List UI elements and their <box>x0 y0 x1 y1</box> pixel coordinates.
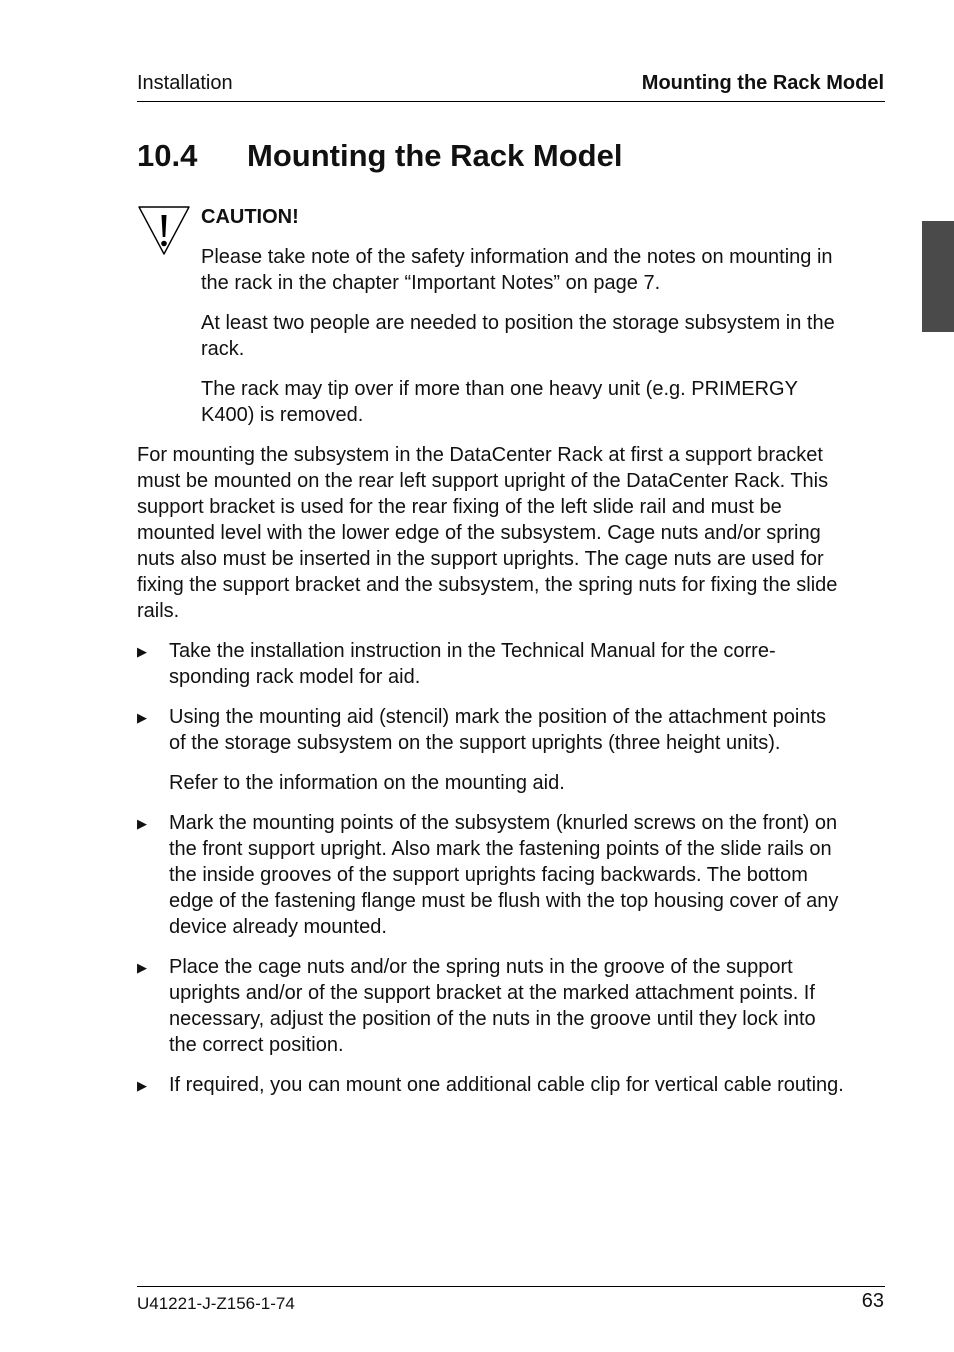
step-text <box>169 810 838 940</box>
section-heading <box>137 138 622 174</box>
caution-paragraph <box>201 310 835 362</box>
text-line: K400) is removed. <box>201 404 364 426</box>
text-line: support bracket is used for the rear fixing of the left slide rail and must be <box>137 496 782 518</box>
text-line: the rack in the chapter “Important Notes” on page 7. <box>201 272 661 294</box>
step-bullet-icon: ▶ <box>137 960 147 975</box>
text-line: nuts also must be inserted in the support uprights. The cage nuts are used for <box>137 548 824 570</box>
step-bullet-icon: ▶ <box>137 1078 147 1093</box>
text-line: fixing the support bracket and the subsystem, the spring nuts for fixing the slide <box>137 574 838 596</box>
section-title: Mounting the Rack Model <box>247 138 623 173</box>
text-line: rack. <box>201 338 245 360</box>
text-line: sponding rack model for aid. <box>169 666 421 688</box>
step-bullet-icon: ▶ <box>137 816 147 831</box>
step-text <box>169 954 816 1058</box>
text-line: uprights and/or of the support bracket at the marked attachment points. If <box>169 982 815 1004</box>
warning-triangle-icon <box>137 205 191 257</box>
text-line: device already mounted. <box>169 916 387 938</box>
text-line: the correct position. <box>169 1034 344 1056</box>
step-note <box>169 770 565 796</box>
chapter-thumb-tab <box>922 221 954 332</box>
caution-paragraph <box>201 376 798 428</box>
caution-paragraph <box>201 244 833 296</box>
section-number: 10.4 <box>137 138 198 173</box>
step-bullet-icon: ▶ <box>137 710 147 725</box>
text-line: If required, you can mount one additional cable clip for vertical cable routing. <box>169 1074 844 1096</box>
text-line: mounted level with the lower edge of the subsystem. Cage nuts and/or spring <box>137 522 821 544</box>
text-line: edge of the fastening flange must be flush with the top housing cover of any <box>169 890 839 912</box>
text-line: Using the mounting aid (stencil) mark the position of the attachment points <box>169 706 827 728</box>
running-header-chapter: Installation <box>137 72 233 94</box>
text-line: rails. <box>137 600 180 622</box>
text-line: of the storage subsystem on the support uprights (three height units). <box>169 732 781 754</box>
text-line: For mounting the subsystem in the DataCenter Rack at first a support bracket <box>137 444 823 466</box>
text-line: Take the installation instruction in the Technical Manual for the corre- <box>169 640 776 662</box>
text-line: At least two people are needed to position the storage subsystem in the <box>201 312 835 334</box>
text-line: must be mounted on the rear left support upright of the DataCenter Rack. This <box>137 470 829 492</box>
text-line: the front support upright. Also mark the fastening points of the slide rails on <box>169 838 832 860</box>
step-bullet-icon: ▶ <box>137 644 147 659</box>
text-line: the inside grooves of the support uprights facing backwards. The bottom <box>169 864 808 886</box>
text-line: Place the cage nuts and/or the spring nuts in the groove of the support <box>169 956 793 978</box>
document-id: U41221-J-Z156-1-74 <box>137 1294 295 1313</box>
caution-label: CAUTION! <box>201 206 299 228</box>
running-header-section: Mounting the Rack Model <box>641 72 884 94</box>
text-line: Refer to the information on the mounting aid. <box>169 772 565 794</box>
text-line: Please take note of the safety information and the notes on mounting in <box>201 246 833 268</box>
step-text <box>169 704 826 756</box>
text-line: Mark the mounting points of the subsystem (knurled screws on the front) on <box>169 812 838 834</box>
text-line: The rack may tip over if more than one heavy unit (e.g. PRIMERGY <box>201 378 798 400</box>
step-text <box>169 1072 844 1098</box>
footer-rule <box>137 1286 885 1287</box>
step-text <box>169 638 776 690</box>
intro-paragraph <box>137 442 837 624</box>
header-rule <box>137 101 885 102</box>
text-line: necessary, adjust the position of the nuts in the groove until they lock into <box>169 1008 816 1030</box>
page-number: 63 <box>861 1290 884 1312</box>
